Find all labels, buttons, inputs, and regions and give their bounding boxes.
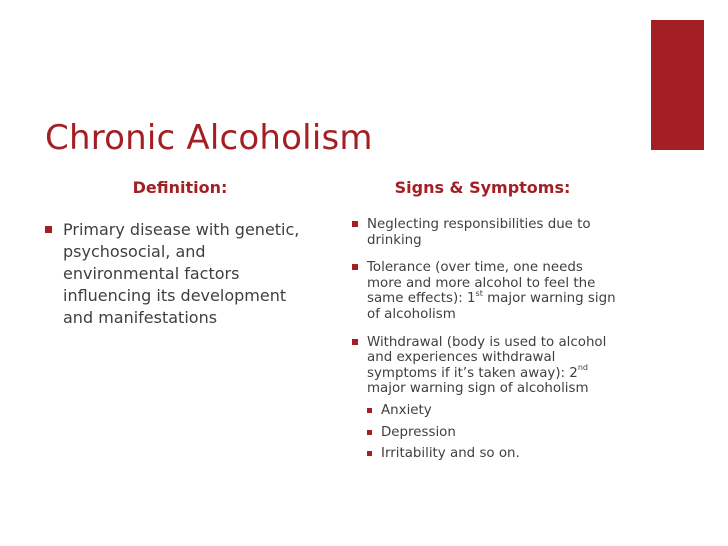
- list-item: [352, 217, 617, 248]
- signs-list: [352, 217, 617, 474]
- bullet-icon: [352, 221, 358, 227]
- sign-text: Neglecting responsibilities due to drinking: [367, 217, 591, 248]
- withdrawal-symptoms-list: [367, 403, 617, 462]
- definition-text: Primary disease with genetic, psychosocial, and environmental factors influencing its development and manifestations: [63, 220, 300, 327]
- symptom-text: Anxiety: [381, 402, 432, 418]
- bullet-icon: [45, 226, 52, 233]
- bullet-icon: [367, 430, 372, 435]
- list-item: [352, 260, 617, 322]
- ordinal-suffix: st: [475, 288, 483, 298]
- symptom-text: Depression: [381, 424, 456, 440]
- ordinal-suffix: nd: [577, 363, 588, 373]
- list-item: [45, 219, 315, 329]
- sign-text-cont: major warning sign of alcoholism: [367, 381, 589, 397]
- bullet-icon: [367, 451, 372, 456]
- bullet-icon: [352, 264, 358, 270]
- signs-heading: Signs & Symptoms:: [394, 178, 571, 197]
- list-item: [352, 335, 617, 462]
- sub-list-item: [367, 425, 617, 441]
- sub-list-item: [367, 403, 617, 419]
- definition-heading: Definition:: [132, 178, 228, 197]
- sign-text: Tolerance (over time, one needs more and more alcohol to feel the same effects): 1: [367, 260, 596, 307]
- accent-bar: [651, 20, 704, 150]
- sign-text-cont: major warning sign of alcoholism: [367, 291, 616, 322]
- sign-text: Withdrawal (body is used to alcohol and experiences withdrawal symptoms if it’s taken away): 2: [367, 334, 607, 381]
- bullet-icon: [352, 339, 358, 345]
- definition-list: [45, 219, 315, 329]
- bullet-icon: [367, 408, 372, 413]
- slide-title: Chronic Alcoholism: [45, 118, 373, 158]
- sub-list-item: [367, 446, 617, 462]
- symptom-text: Irritability and so on.: [381, 446, 520, 462]
